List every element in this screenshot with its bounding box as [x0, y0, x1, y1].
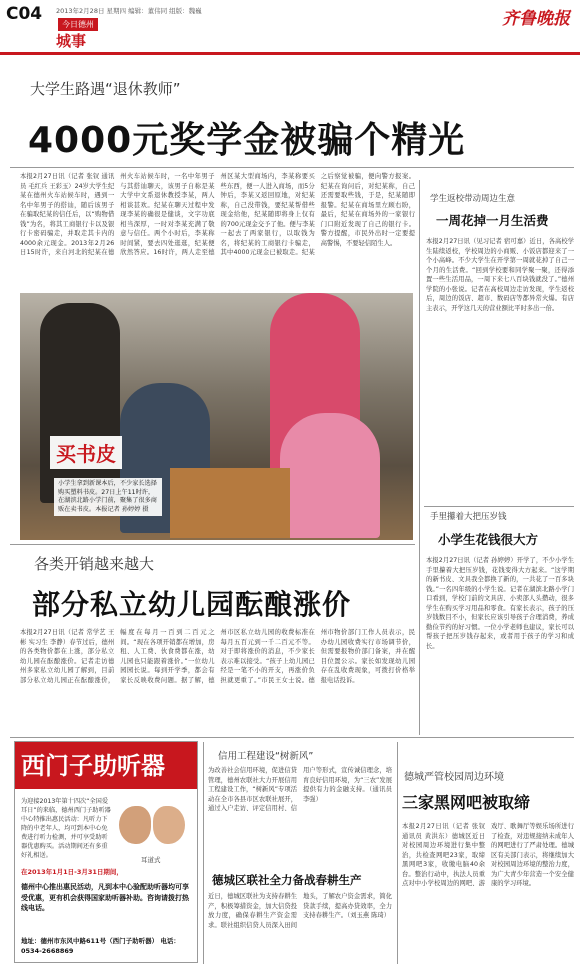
main-article-body: 本报2月27日讯（记者 张钗 通讯员 毛红兵 王彩玉）24岁大学生纪某在德州火车站候车时，遇到一名中年男子的搭讪，随后该男子在骗取纪某的信任后，以“购物借钱”为名，将其工商银行卡以及银行卡密码骗走，并取走其卡内的4000余元现金。2013年2月26日15时许，来自河北的纪某在德州火车站候车时，一名中年男子与其搭讪聊天，该男子自称是某大学中文系退休教授李某，两人相谈甚欢。纪某在聊天过程中发现李某的确很是健谈，文字功底相当深厚，一时对李某充满了敬意与信任。两个小时后，李某称时间紧，要去四处逛逛，纪某便欣然答应。16时许，两人走至德州区某大型商场内，李某称要买些东西，便一人进入商场，而5分钟后，李某又返回原地，对纪某称，自己没带钱，要纪某帮借些现金给他，纪某随即将身上仅有的700元现金交予了他。便与李某一起去了两家银行，以取钱为名，将纪某的工商银行卡骗走，其中4000元现金已被取走。纪某之后察觉被骗，便向警方报案。纪某在询问后，对纪某称，自己还需要取些钱，于是，纪某随即报警。纪某在商场里左顾右盼，最后，纪某在商场外的一家银行门口附近发现了自己的银行卡。警方提醒，市民外出时一定要提高警惕，不要轻信陌生人。: [20, 173, 415, 256]
right-headline-2: 小学生花钱很大方: [438, 532, 539, 547]
photo-tag: 买书皮: [50, 436, 122, 469]
credit-kicker: 信用工程建设“树新风”: [218, 751, 314, 762]
advert-title: 西门子助听器: [21, 752, 165, 780]
hearing-aid-advert: [14, 741, 198, 963]
internet-cafe-kicker: 德城严管校园周边环境: [404, 772, 504, 783]
page-header: [0, 0, 580, 58]
advert-promo-period: 在2013年1月1日-3月31日期间，: [21, 868, 123, 876]
hearing-aid-icon: [153, 806, 185, 844]
hearing-aid-image: [115, 802, 193, 852]
spring-farming-article-body: 近日，德城区联社为支持春耕生产，积极筹措资金，加大信贷投放力度，确保春耕生产资金需求。联社组织信贷人员深入田间地头，了解农户资金需求，简化贷款手续，提高办贷效率，全力支持春耕生产。（刘玉燕 陈琦）: [208, 893, 392, 929]
internet-cafe-headline: 三家黑网吧被取缔: [402, 793, 531, 812]
advert-conditions: 德州中心推出惠民活动，凡到本中心验配助听器均可享受优惠，更有机会获得国家助听器补助。咨询请拨打热线电话。: [21, 883, 189, 912]
main-headline-rule: [10, 167, 574, 168]
right-article-body-2: 本报2月27日讯（记者 孙婷婷）开学了，不少小学生手里攥着大把压岁钱，花钱变得大方起来。“这学期的新书皮、文具我全都换了新的，一共花了一百多块钱。”一名四年级的小学生说。记者在湖滨北路小学门口看到，学校门前的文具店、小卖部人头攒动，很多学生在购买学习用品和零食。有家长表示，孩子的压岁钱数目不小，但家长应该引导孩子合理消费，养成勤俭节约的好习惯。一位小学老师也建议，家长可以帮孩子把压岁钱存起来，或者用于孩子的学习和成长。: [426, 557, 574, 650]
kindergarten-kicker: 各类开销越来越大: [34, 555, 155, 573]
newspaper-logo: 齐鲁晚报: [502, 9, 570, 29]
right-kicker-1: 学生返校带动周边生意: [430, 194, 516, 204]
page-code: C04: [6, 4, 43, 24]
advert-body: 为迎接2013年第十四次“全国爱耳日”的来临，德州西门子助听器中心特推出惠民活动：凡听力下降的中老年人，均可到本中心免费进行听力检测，并可享受助听器优惠购买。活动期间还有多重好礼相送。: [21, 798, 111, 859]
hearing-aid-icon: [119, 806, 151, 844]
advert-address: 地址：德州市东风中路611号（西门子助听器） 电话：0534-2668869: [21, 937, 180, 955]
credit-article-body: 为改善社会信用环境，促进信贷管理，德州农联社大力开展信用工程建设工作，“树新风”专项活动在全市各县市区农联社展开，通过入户走访、评定信用村、信用户等形式，宣传诚信理念，培育良好信用环境，为“三农”发展提供有力的金融支持。（通讯员 李强）: [208, 767, 392, 812]
spring-farming-headline: 德城区联社全力备战春耕生产: [212, 873, 362, 887]
main-headline: 4000元奖学金被骗个精光: [28, 120, 466, 161]
news-photo: [20, 293, 413, 540]
photo-caption: 小学生拿到新课本后，不少家长选择购买塑料书皮。27日上午11时许，在湖滨北路小学门前，聚集了很多商贩在卖书皮。本报记者 孙婷婷 摄: [54, 478, 162, 516]
kindergarten-headline: 部分私立幼儿园酝酿涨价: [32, 588, 352, 621]
advert-image-caption: 耳道式: [141, 856, 161, 864]
column-divider: [419, 180, 420, 735]
right-kicker-2: 手里攥着大把压岁钱: [430, 512, 507, 522]
main-kicker: 大学生路遇“退休教师”: [30, 80, 181, 98]
date-line: 2013年2月28日 星期四 编辑：董伟同 组版：魏巍: [56, 7, 202, 15]
right-article-body-1: 本报2月27日讯（见习记者 宿可嘉）近日，各高校学生陆续返校，学校周边的小商贩、小饭店都迎来了一个小高峰。不少大学生在开学第一周就花掉了自己一个月的生活费。“回到学校要和同学聚一聚，还得添置一些生活用品，一周下来七八百块钱就没了。”德州学院的小张说。记者在高校周边走访发现，学生返校后，周边的饭店、超市、数码店等都异常火爆。有店主表示，开学这几天的营业额比平时多出一倍。: [426, 238, 574, 312]
right-headline-1: 一周花掉一月生活费: [436, 213, 549, 228]
kindergarten-article-body: 本报2月27日讯（记者 常学艺 王彬 实习生 李静）春节过后，德州的各类物价都在上涨，部分私立幼儿园在酝酿涨价。记者走访德州多家私立幼儿园了解到，目前部分私立幼儿园正在酝酿涨价，幅度在每月一百到二百元之间。“现在各项开销都在增加，房租、人工费、伙食费都在涨，幼儿园也只能跟着涨价。”一位幼儿园园长说。每到开学季，都会有家长反映收费问题。据了解，德州市区私立幼儿园的收费标准在每月五百元到一千二百元不等。对于即将涨价的消息，不少家长表示难以接受。“孩子上幼儿园已经是一笔不小的开支，再涨价负担就更重了。”市民王女士说。德州市物价部门工作人员表示，民办幼儿园收费实行市场调节价，但需要报物价部门备案，并在醒目位置公示。家长如发现幼儿园存在乱收费现象，可拨打价格举报电话投诉。: [20, 629, 415, 684]
subsection-badge: 今日德州: [58, 18, 98, 31]
section-title: 城事: [56, 32, 87, 50]
header-rule: [0, 52, 580, 55]
internet-cafe-article-body: 本报2月27日讯（记者 张钗 通讯员 黄洪东）德城区近日对校园周边环境进行集中整治，共检查网吧23家，取缔黑网吧3家，收缴电脑40余台。整治行动中，执法人员重点对中小学校周边的网吧、游戏厅、歌舞厅等娱乐场所进行了检查，对违规接纳未成年人的网吧进行了严肃处理。德城区有关部门表示，将继续加大对校园周边环境的整治力度，为广大青少年营造一个安全健康的学习环境。: [402, 823, 574, 887]
